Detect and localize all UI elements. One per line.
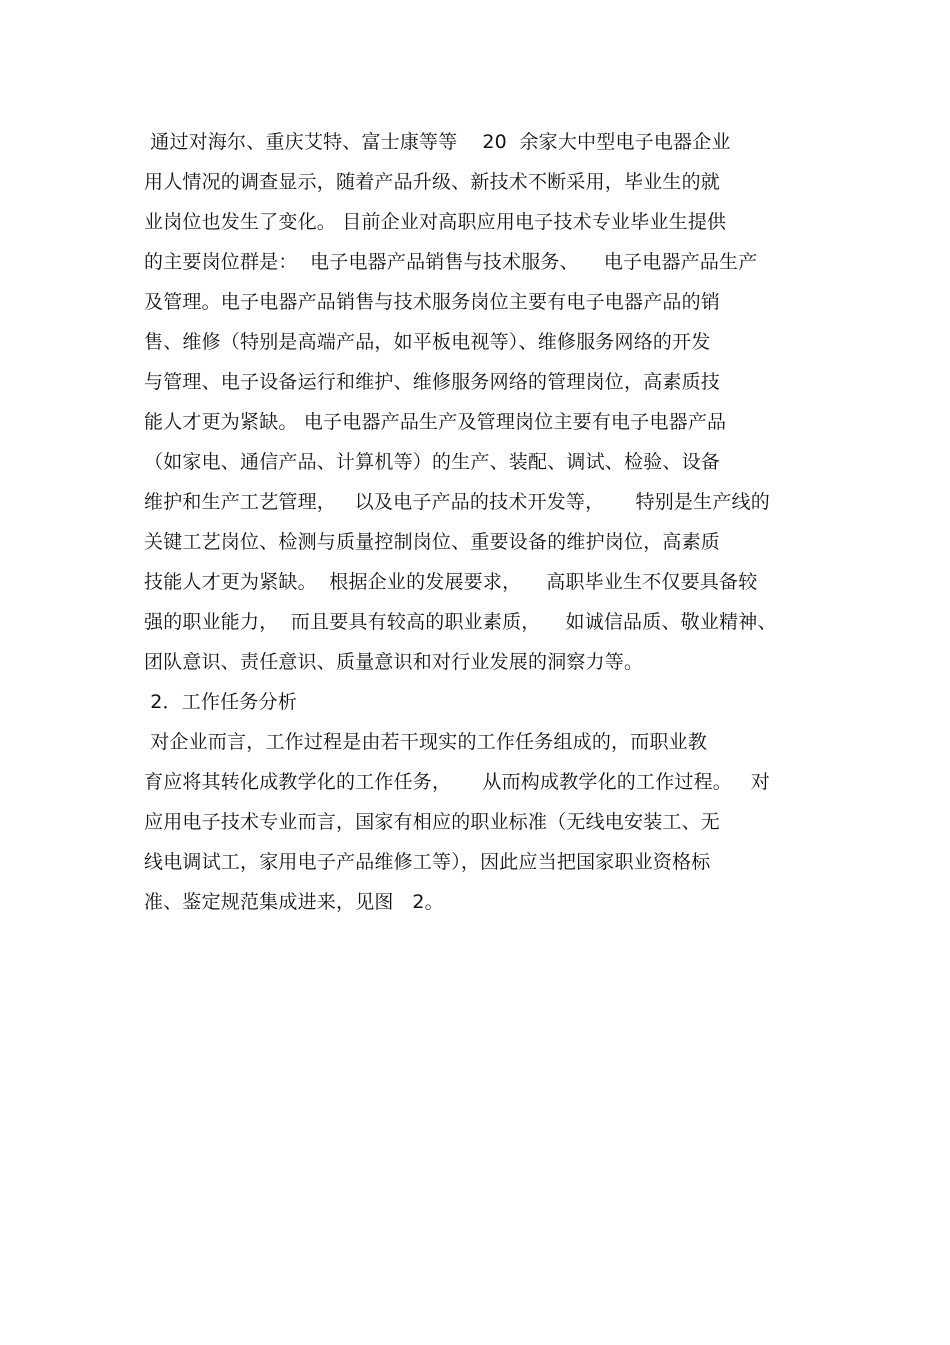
- text-line: 及管理。电子电器产品销售与技术服务岗位主要有电子电器产品的销: [144, 291, 721, 313]
- text-line: 的主要岗位群是： 电子电器产品销售与技术服务、 电子电器产品生产: [144, 251, 758, 273]
- text-line: 通过对海尔、重庆艾特、富士康等等 20 余家大中型电子电器企业: [144, 131, 731, 153]
- body-text: [144, 124, 824, 924]
- text-line: 用人情况的调查显示，随着产品升级、新技术不断采用，毕业生的就: [144, 171, 721, 193]
- text-line: （如家电、通信产品、计算机等）的生产、装配、调试、检验、设备: [144, 451, 721, 473]
- section-heading: 2．工作任务分析: [144, 691, 297, 713]
- text-line: 团队意识、责任意识、质量意识和对行业发展的洞察力等。: [144, 651, 644, 673]
- text-line: 维护和生产工艺管理， 以及电子产品的技术开发等， 特别是生产线的: [144, 491, 770, 513]
- text-line: 育应将其转化成教学化的工作任务， 从而构成教学化的工作过程。 对: [144, 771, 770, 793]
- text-line: 技能人才更为紧缺。 根据企业的发展要求， 高职毕业生不仅要具备较: [144, 571, 758, 593]
- text-line: 关键工艺岗位、检测与质量控制岗位、重要设备的维护岗位，高素质: [144, 531, 721, 553]
- text-line: 业岗位也发生了变化。 目前企业对高职应用电子技术专业毕业生提供: [144, 211, 727, 233]
- text-line: 强的职业能力， 而且要具有较高的职业素质， 如诚信品质、敬业精神、: [144, 611, 777, 633]
- text-line: 售、维修（特别是高端产品，如平板电视等）、维修服务网络的开发: [144, 331, 711, 353]
- text-line: 与管理、电子设备运行和维护、维修服务网络的管理岗位，高素质技: [144, 371, 721, 393]
- text-line: 对企业而言，工作过程是由若干现实的工作任务组成的，而职业教: [144, 731, 708, 753]
- text-line: 准、鉴定规范集成进来，见图 2。: [144, 891, 444, 913]
- text-line: 能人才更为紧缺。 电子电器产品生产及管理岗位主要有电子电器产品: [144, 411, 727, 433]
- text-line: 应用电子技术专业而言，国家有相应的职业标准（无线电安装工、无: [144, 811, 721, 833]
- text-line: 线电调试工，家用电子产品维修工等），因此应当把国家职业资格标: [144, 851, 711, 873]
